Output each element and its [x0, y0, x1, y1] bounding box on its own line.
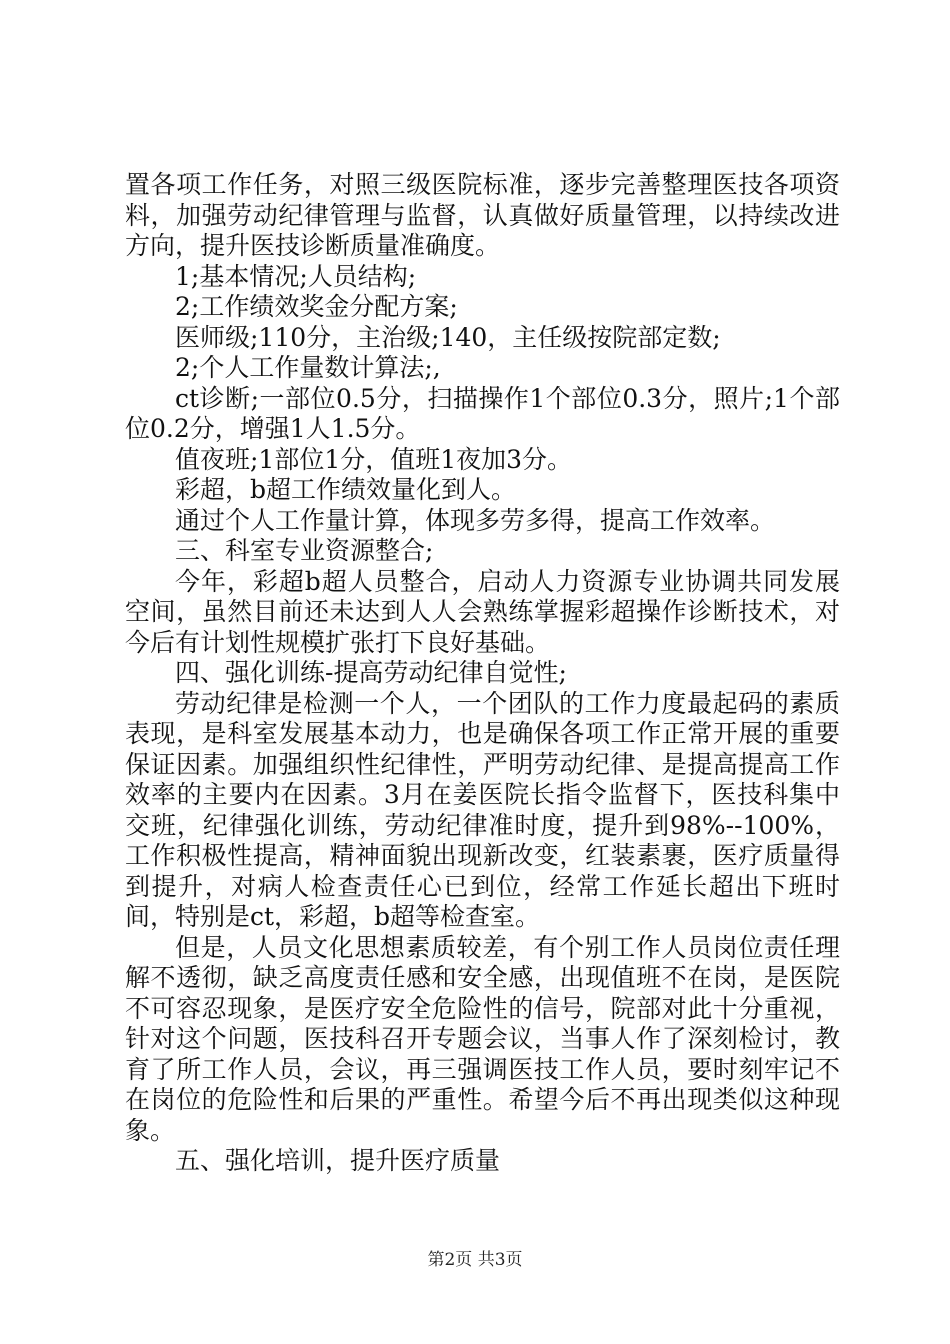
paragraph: 置各项工作任务，对照三级医院标准，逐步完善整理医技各项资料，加强劳动纪律管理与监督，认真做好质量管理，以持续改进方向，提升医技诊断质量准确度。 — [125, 170, 840, 260]
paragraph: 值夜班;1部位1分，值班1夜加3分。 — [175, 444, 573, 474]
paragraph: 五、强化培训，提升医疗质量 — [175, 1146, 501, 1175]
paragraph: 2;工作绩效奖金分配方案; — [175, 292, 458, 321]
paragraph: 今年，彩超b超人员整合，启动人力资源专业协调共同发展空间，虽然目前还未达到人人会熟练掌握彩超操作诊断技术，对今后有计划性规模扩张打下良好基础。 — [125, 566, 840, 657]
paragraph: 劳动纪律是检测一个人，一个团队的工作力度最起码的素质表现，是科室发展基本动力，也是确保各项工作正常开展的重要保证因素。加强组织性纪律性，严明劳动纪律、是提高提高工作效率的主要内在因素。3月在姜医院长指令监督下，医技科集中交班，纪律强化训练，劳动纪律准时度，提升到98%--100%，工作积极性提高，精神面貌出现新改变，红装素裹，医疗质量得到提升，对病人检查责任心已到位，经常工作延长超出下班时间，特别是ct，彩超，b超等检查室。 — [125, 688, 840, 931]
page-footer: 第2页 共3页 — [427, 1250, 523, 1270]
paragraph: 2;个人工作量数计算法;, — [175, 353, 441, 382]
paragraph: ct诊断;一部位0.5分，扫描操作1个部位0.3分，照片;1个部位0.2分，增强1人1.5分。 — [125, 383, 840, 443]
paragraph: 三、科室专业资源整合; — [175, 536, 434, 565]
paragraph: 四、强化训练-提高劳动纪律自觉性; — [175, 658, 567, 687]
document-body — [125, 170, 840, 1177]
paragraph: 1;基本情况;人员结构; — [175, 261, 417, 291]
paragraph: 通过个人工作量计算，体现多劳多得，提高工作效率。 — [175, 505, 776, 535]
paragraph: 彩超，b超工作绩效量化到人。 — [175, 475, 517, 504]
paragraph: 医师级;110分，主治级;140，主任级按院部定数; — [175, 322, 721, 352]
paragraph: 但是，人员文化思想素质较差，有个别工作人员岗位责任理解不透彻，缺乏高度责任感和安全感，出现值班不在岗，是医院不可容忍现象，是医疗安全危险性的信号，院部对此十分重视，针对这个问题，医技科召开专题会议，当事人作了深刻检讨，教育了所工作人员，会议，再三强调医技工作人员，要时刻牢记不在岗位的危险性和后果的严重性。希望今后不再出现类似这种现象。 — [125, 932, 840, 1145]
